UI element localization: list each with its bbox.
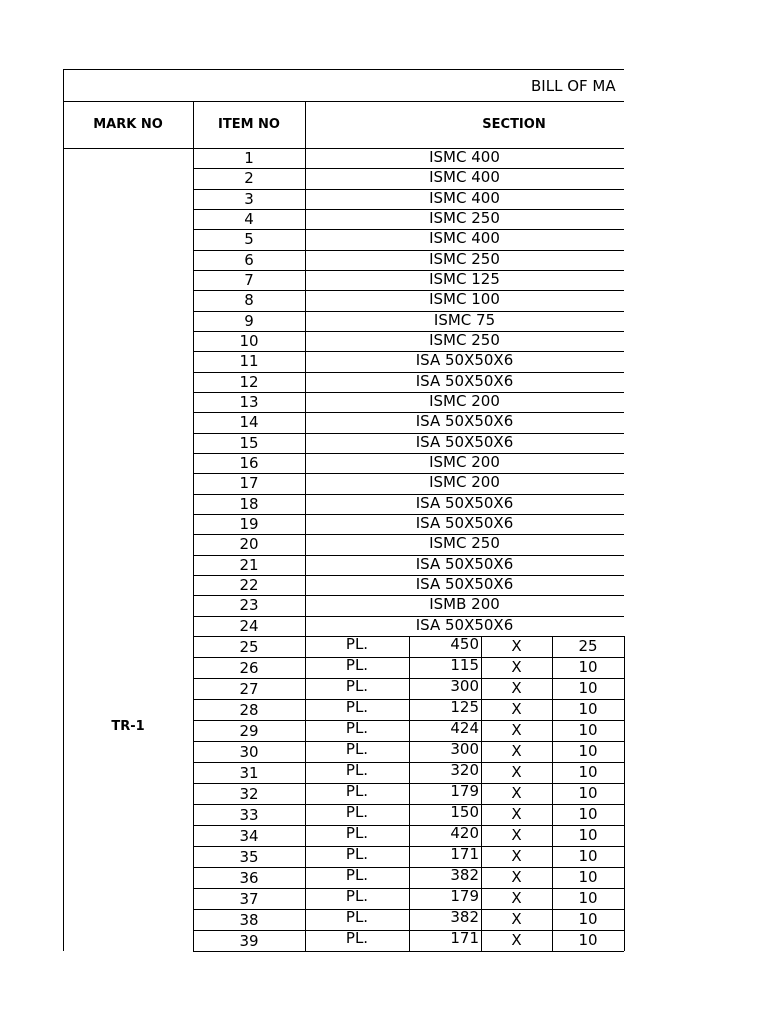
plate-thk-cell: 10 <box>578 720 598 739</box>
plate-type-cell: PL. <box>345 655 369 674</box>
bill-of-materials-sheet <box>63 69 624 951</box>
plate-type-cell: PL. <box>345 781 369 800</box>
item-no-cell: 31 <box>239 763 259 782</box>
item-no-cell: 11 <box>239 352 259 371</box>
item-no-cell: 23 <box>239 596 259 615</box>
section-cell: ISA 50X50X6 <box>415 432 514 451</box>
item-no-cell: 36 <box>239 868 259 887</box>
times-cell: X <box>511 825 522 844</box>
section-cell: ISMB 200 <box>429 595 500 614</box>
item-no-cell: 24 <box>239 616 259 635</box>
item-no-cell: 30 <box>239 742 259 761</box>
times-cell: X <box>511 762 522 781</box>
section-cell: ISMC 75 <box>433 310 496 329</box>
plate-thk-cell: 10 <box>578 867 598 886</box>
item-no-cell: 25 <box>239 637 259 656</box>
plate-dim-cell: 300 <box>450 739 479 758</box>
item-no-cell: 37 <box>239 889 259 908</box>
plate-type-cell: PL. <box>345 634 369 653</box>
item-no-cell: 20 <box>239 535 259 554</box>
item-no-cell: 17 <box>239 474 259 493</box>
item-no-cell: 26 <box>239 658 259 677</box>
plate-type-cell: PL. <box>345 907 369 926</box>
item-no-cell: 38 <box>239 910 259 929</box>
plate-type-cell: PL. <box>345 823 369 842</box>
section-cell: ISMC 200 <box>429 473 500 492</box>
item-no-cell: 33 <box>239 805 259 824</box>
times-cell: X <box>511 636 522 655</box>
header-section: SECTION <box>482 117 546 132</box>
section-cell: ISMC 200 <box>429 391 500 410</box>
plate-dim-cell: 125 <box>450 697 479 716</box>
item-no-cell: 39 <box>239 931 259 950</box>
section-cell: ISMC 100 <box>429 290 500 309</box>
plate-thk-cell: 10 <box>578 804 598 823</box>
section-cell: ISMC 250 <box>429 208 500 227</box>
times-cell: X <box>511 846 522 865</box>
plate-type-cell: PL. <box>345 865 369 884</box>
item-no-cell: 16 <box>239 453 259 472</box>
times-cell: X <box>511 783 522 802</box>
plate-dim-cell: 382 <box>450 865 479 884</box>
item-no-cell: 2 <box>244 169 254 188</box>
item-no-cell: 12 <box>239 372 259 391</box>
item-no-cell: 1 <box>244 149 254 167</box>
row-line <box>193 951 624 952</box>
plate-thk-cell: 10 <box>578 909 598 928</box>
times-cell: X <box>511 699 522 718</box>
section-cell: ISMC 250 <box>429 330 500 349</box>
section-cell: ISA 50X50X6 <box>415 371 514 390</box>
plate-thk-cell: 10 <box>578 930 598 949</box>
plate-dim-cell: 300 <box>450 676 479 695</box>
frame-left-line <box>63 69 64 951</box>
plate-type-cell: PL. <box>345 886 369 905</box>
item-no-cell: 34 <box>239 826 259 845</box>
section-cell: ISMC 400 <box>429 168 500 187</box>
plate-thk-cell: 10 <box>578 741 598 760</box>
times-cell: X <box>511 888 522 907</box>
mark-cell: TR-1 <box>111 719 145 734</box>
item-no-cell: 4 <box>244 209 254 228</box>
plate-dim-cell: 424 <box>450 718 479 737</box>
plate-thk-cell: 10 <box>578 657 598 676</box>
times-cell: X <box>511 678 522 697</box>
item-no-cell: 29 <box>239 721 259 740</box>
plate-dim-cell: 171 <box>450 928 479 947</box>
plate-type-cell: PL. <box>345 760 369 779</box>
section-cell: ISMC 125 <box>429 269 500 288</box>
plate-dim-cell: 171 <box>450 844 479 863</box>
plate-dim-cell: 179 <box>450 886 479 905</box>
plate-thk-cell: 10 <box>578 762 598 781</box>
item-no-cell: 7 <box>244 270 254 289</box>
frame-top-line <box>63 69 624 70</box>
plate-dim-cell: 150 <box>450 802 479 821</box>
plate-dim-cell: 179 <box>450 781 479 800</box>
plate-dim-cell: 320 <box>450 760 479 779</box>
section-cell: ISMC 400 <box>429 188 500 207</box>
plate-dim-cell: 450 <box>450 634 479 653</box>
item-no-cell: 10 <box>239 331 259 350</box>
section-cell: ISMC 200 <box>429 452 500 471</box>
item-no-cell: 18 <box>239 494 259 513</box>
header-item-no: ITEM NO <box>218 117 280 132</box>
section-cell: ISA 50X50X6 <box>415 554 514 573</box>
plate-thk-cell: 10 <box>578 678 598 697</box>
item-no-cell: 3 <box>244 189 254 208</box>
item-no-cell: 15 <box>239 433 259 452</box>
times-cell: X <box>511 804 522 823</box>
times-cell: X <box>511 720 522 739</box>
plate-thk-cell: 10 <box>578 825 598 844</box>
item-no-cell: 19 <box>239 514 259 533</box>
plate-dim-cell: 115 <box>450 655 479 674</box>
section-cell: ISA 50X50X6 <box>415 574 514 593</box>
section-cell: ISMC 400 <box>429 148 500 166</box>
plate-thk-cell: 25 <box>578 636 598 655</box>
item-no-cell: 32 <box>239 784 259 803</box>
title-bottom-line <box>63 101 624 102</box>
plate-type-cell: PL. <box>345 844 369 863</box>
item-no-cell: 8 <box>244 291 254 310</box>
section-cell: ISA 50X50X6 <box>415 351 514 370</box>
plate-thk-cell: 10 <box>578 699 598 718</box>
item-no-cell: 6 <box>244 250 254 269</box>
right-col-line <box>624 636 625 951</box>
plate-thk-cell: 10 <box>578 846 598 865</box>
plate-type-cell: PL. <box>345 802 369 821</box>
item-no-cell: 28 <box>239 700 259 719</box>
section-cell: ISA 50X50X6 <box>415 615 514 634</box>
section-cell: ISMC 250 <box>429 249 500 268</box>
section-cell: ISMC 400 <box>429 229 500 248</box>
item-no-cell: 35 <box>239 847 259 866</box>
item-no-cell: 21 <box>239 555 259 574</box>
times-cell: X <box>511 930 522 949</box>
times-cell: X <box>511 657 522 676</box>
header-mark-no: MARK NO <box>93 117 163 132</box>
section-cell: ISA 50X50X6 <box>415 412 514 431</box>
section-cell: ISA 50X50X6 <box>415 493 514 512</box>
times-cell: X <box>511 741 522 760</box>
item-no-cell: 5 <box>244 230 254 249</box>
plate-type-cell: PL. <box>345 739 369 758</box>
times-cell: X <box>511 867 522 886</box>
plate-type-cell: PL. <box>345 676 369 695</box>
plate-type-cell: PL. <box>345 718 369 737</box>
section-cell: ISMC 250 <box>429 534 500 553</box>
plate-dim-cell: 382 <box>450 907 479 926</box>
plate-thk-cell: 10 <box>578 888 598 907</box>
times-cell: X <box>511 909 522 928</box>
plate-dim-cell: 420 <box>450 823 479 842</box>
plate-type-cell: PL. <box>345 928 369 947</box>
item-no-cell: 9 <box>244 311 254 330</box>
item-no-cell: 14 <box>239 413 259 432</box>
item-no-cell: 27 <box>239 679 259 698</box>
section-cell: ISA 50X50X6 <box>415 513 514 532</box>
item-no-cell: 22 <box>239 575 259 594</box>
item-no-cell: 13 <box>239 392 259 411</box>
sheet-title: BILL OF MA <box>531 77 616 95</box>
plate-thk-cell: 10 <box>578 783 598 802</box>
plate-type-cell: PL. <box>345 697 369 716</box>
